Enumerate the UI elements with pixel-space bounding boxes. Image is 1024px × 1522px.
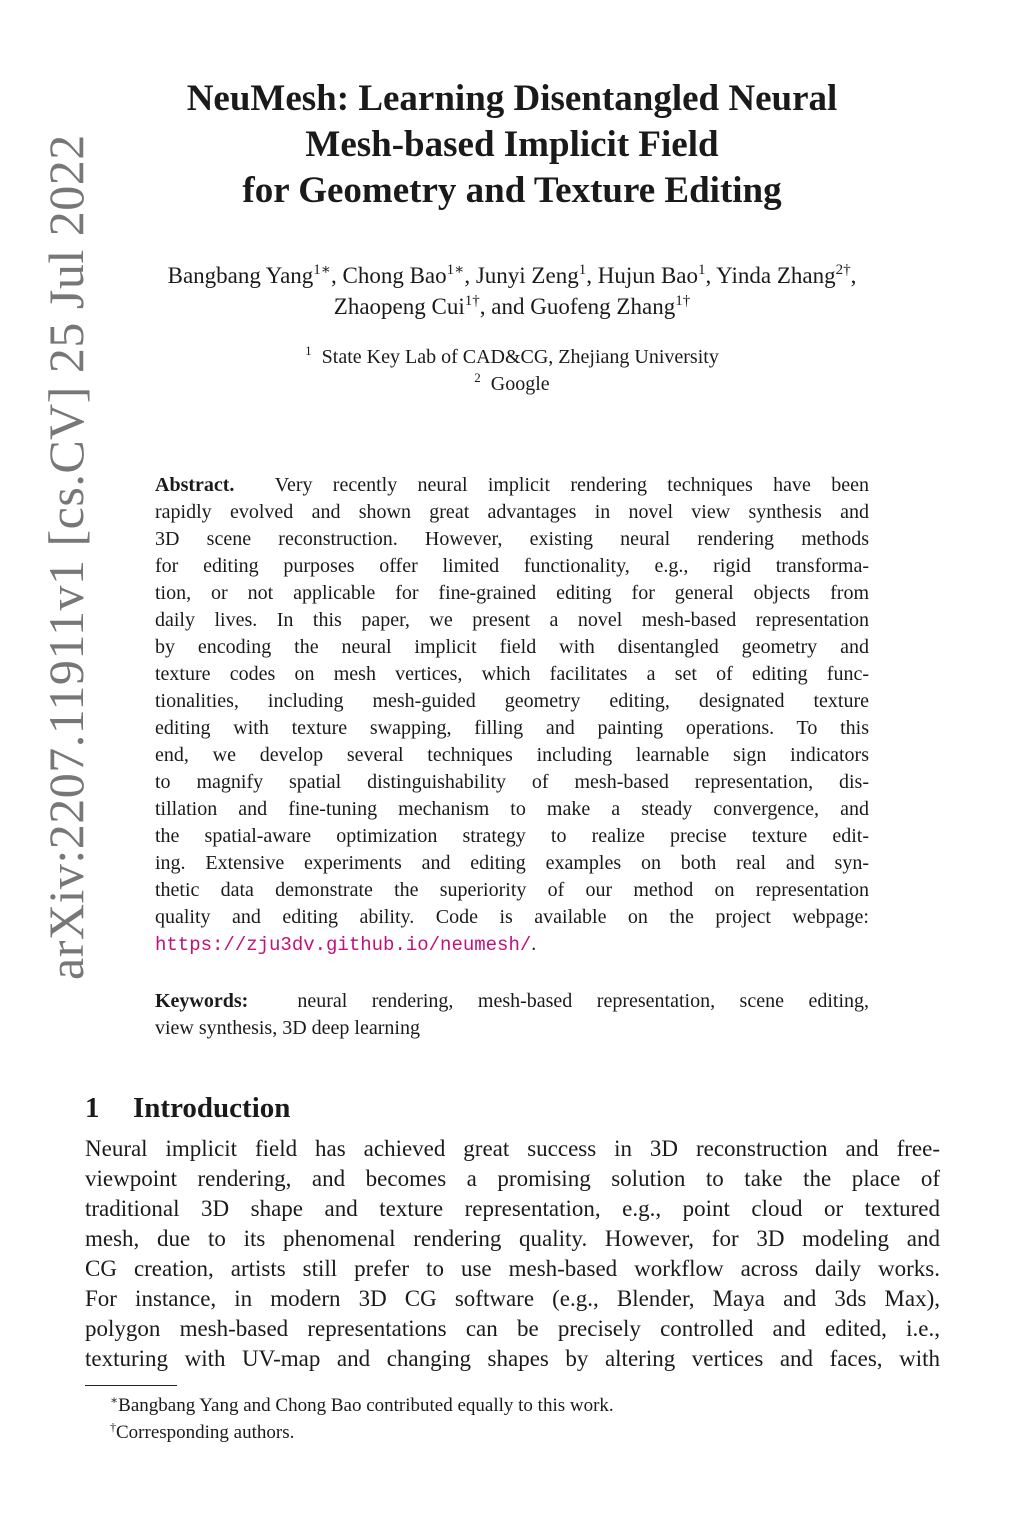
section-title: Introduction (133, 1092, 291, 1124)
keywords-label: Keywords: (155, 990, 249, 1012)
intro-line: CG creation, artists still prefer to use mesh-based workflow across daily works. (85, 1256, 940, 1281)
author-separator: , (705, 263, 717, 288)
author-separator: , (850, 263, 857, 288)
intro-line: texturing with UV-map and changing shapes by altering vertices and faces, with (85, 1346, 940, 1371)
abstract (155, 472, 869, 959)
intro-line: viewpoint rendering, and becomes a promising solution to take the place of (85, 1166, 940, 1191)
intro-line: mesh, due to its phenomenal rendering quality. However, for 3D modeling and (85, 1226, 940, 1251)
author-name: Guofeng Zhang (530, 294, 676, 319)
author-mark: 1∗ (313, 262, 331, 278)
author-name: Junyi Zeng (475, 263, 579, 288)
footnote-mark: ∗ (110, 1393, 119, 1407)
affiliation-mark: 1 (305, 343, 312, 358)
abstract-line: tionalities, including mesh-guided geometry editing, designated texture (155, 690, 869, 712)
author-mark: 1 (698, 262, 706, 278)
intro-line: For instance, in modern 3D CG software (e.g., Blender, Maya and 3ds Max), (85, 1286, 940, 1311)
author-name: Bangbang Yang (167, 263, 314, 288)
title-line-1: NeuMesh: Learning Disentangled Neural (186, 78, 838, 119)
title-line-2: Mesh-based Implicit Field (305, 124, 719, 165)
affiliation-text: State Key Lab of CAD&CG, Zhejiang University (321, 346, 719, 368)
title-line-3: for Geometry and Texture Editing (242, 170, 782, 211)
footnote-text: Corresponding authors. (116, 1422, 295, 1443)
paper-title (100, 76, 924, 214)
abstract-line-text: Very recently neural implicit rendering techniques have been (274, 474, 869, 496)
abstract-line: editing with texture swapping, filling and painting operations. To this (155, 717, 869, 739)
abstract-line (155, 472, 869, 499)
keywords-line (155, 988, 869, 1015)
abstract-line: ing. Extensive experiments and editing examples on both real and syn- (155, 852, 869, 874)
affiliation-item (100, 344, 924, 371)
keywords-text: neural rendering, mesh-based representation, scene editing, (297, 990, 870, 1012)
abstract-line: tillation and fine-tuning mechanism to make a steady convergence, and (155, 798, 869, 820)
author-line-2 (80, 291, 944, 322)
abstract-label: Abstract. (155, 474, 235, 496)
author-mark: 1 (578, 262, 587, 278)
footnote-mark: † (110, 1420, 116, 1434)
section-heading (85, 1090, 945, 1126)
footnote-item (110, 1419, 910, 1446)
affiliation-item (100, 371, 924, 398)
author-separator: , (331, 263, 343, 288)
abstract-line: end, we develop several techniques including learnable sign indicators (155, 744, 869, 766)
introduction-paragraph (85, 1134, 940, 1374)
arxiv-identifier-stamp: arXiv:2207.11911v1 [cs.CV] 25 Jul 2022 (38, 134, 94, 980)
author-name: Zhaopeng Cui (333, 294, 465, 319)
author-separator: , and (479, 294, 531, 319)
url-suffix: . (531, 933, 537, 955)
abstract-line: the spatial-aware optimization strategy to realize precise texture edit- (155, 825, 869, 847)
affiliation-text: Google (490, 373, 550, 395)
abstract-line: to magnify spatial distinguishability of mesh-based representation, dis- (155, 771, 869, 793)
intro-line: polygon mesh-based representations can be precisely controlled and edited, i.e., (85, 1316, 940, 1341)
abstract-line: rapidly evolved and shown great advantages in novel view synthesis and (155, 501, 869, 523)
abstract-line: for editing purposes offer limited functionality, e.g., rigid transforma- (155, 555, 869, 577)
author-mark: 2† (835, 262, 851, 278)
author-separator: , (464, 263, 476, 288)
author-name: Chong Bao (342, 263, 447, 288)
intro-line: traditional 3D shape and texture representation, e.g., point cloud or textured (85, 1196, 940, 1221)
abstract-url-line (155, 931, 869, 959)
abstract-line: 3D scene reconstruction. However, existing neural rendering methods (155, 528, 869, 550)
project-webpage-link[interactable]: https://zju3dv.github.io/neumesh/ (155, 934, 532, 956)
keywords (155, 988, 869, 1042)
author-line-1 (80, 260, 944, 291)
keywords-line: view synthesis, 3D deep learning (155, 1017, 420, 1039)
author-name: Hujun Bao (597, 263, 699, 288)
abstract-line: thetic data demonstrate the superiority of our method on representation (155, 879, 869, 901)
footnote-text: Bangbang Yang and Chong Bao contributed equally to this work. (118, 1395, 614, 1416)
affiliations (100, 344, 924, 398)
author-name: Yinda Zhang (716, 263, 836, 288)
intro-line: Neural implicit field has achieved great success in 3D reconstruction and free- (85, 1136, 940, 1161)
footnotes (110, 1392, 910, 1446)
abstract-line: tion, or not applicable for fine-grained editing for general objects from (155, 582, 869, 604)
abstract-line: texture codes on mesh vertices, which facilitates a set of editing func- (155, 663, 869, 685)
abstract-line: daily lives. In this paper, we present a novel mesh-based representation (155, 609, 869, 631)
author-mark: 1∗ (446, 262, 465, 278)
affiliation-mark: 2 (474, 370, 481, 385)
author-list (80, 260, 944, 322)
author-mark: 1† (464, 293, 480, 309)
section-number: 1 (85, 1092, 100, 1124)
abstract-line: quality and editing ability. Code is available on the project webpage: (155, 906, 869, 928)
author-separator: , (586, 263, 598, 288)
author-mark: 1† (675, 293, 691, 309)
footnote-item (110, 1392, 910, 1419)
abstract-line: by encoding the neural implicit field with disentangled geometry and (155, 636, 869, 658)
footnote-rule (85, 1385, 177, 1386)
